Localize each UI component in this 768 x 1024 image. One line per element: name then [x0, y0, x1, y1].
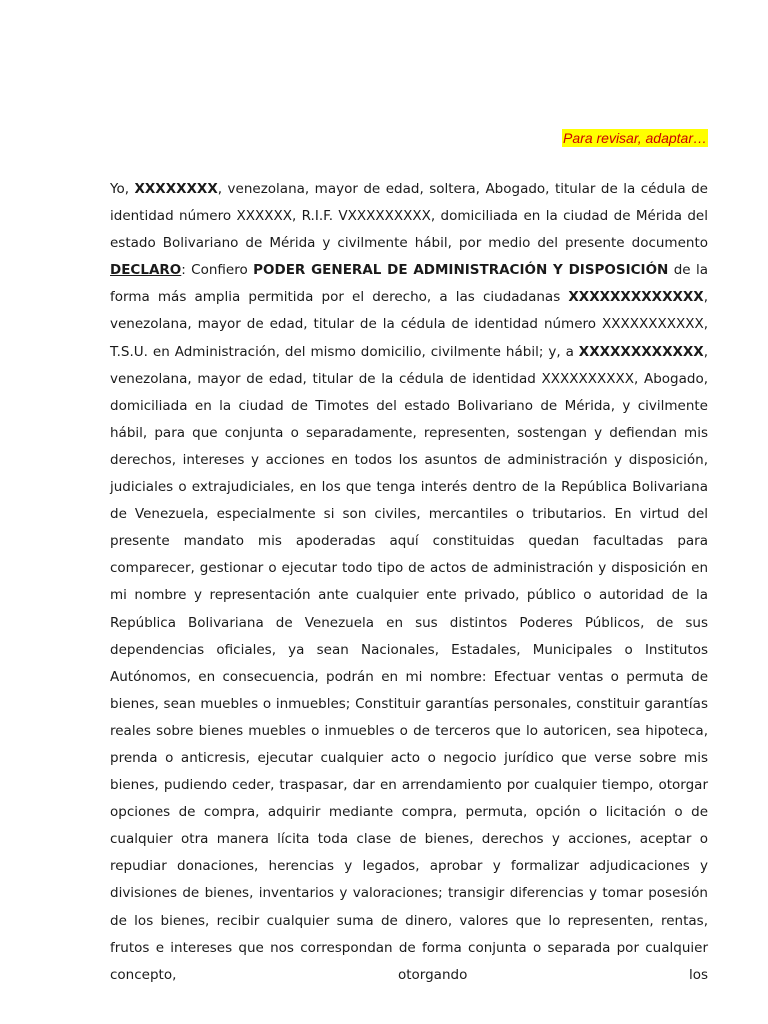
text-segment: Yo, [110, 181, 135, 197]
grantor-name: XXXXXXXX [134, 181, 218, 197]
power-type: PODER GENERAL DE ADMINISTRACIÓN Y DISPOSICIÓN [253, 262, 669, 279]
text-segment: , venezolana, mayor de edad, titular de la cédula de identidad XXXXXXXXXX, Abogado, domiciliada en la ciudad de Timotes del estado Bolivariano de Mérida, y civilmente hábil, para que conjunta o separadamente, representen, sostengan y defiendan mis derechos, intereses y acciones en todos los asuntos de administración y disposición, judiciales o extrajudiciales, en los que tenga interés dentro de la República Bolivariana de Venezuela, especialmente si son civiles, mercantiles o tributarios. En virtud del presente mandato mis apoderadas aquí constituidas quedan facultadas para comparecer, gestionar o ejecutar todo tipo de actos de administración y disposición en mi nombre y representación ante cualquier ente privado, público o autoridad de la República Bolivariana de Venezuela en sus distintos Poderes Públicos, de sus dependencias oficiales, ya sean Nacionales, Estadales, Municipales o Institutos Autónomos, en consecuencia, podrán en mi nombre: Efectuar ventas o permuta de bienes, sean muebles o inmuebles; Constituir garantías personales, constituir garantías reales sobre bienes muebles o inmuebles o de terceros que lo autoricen, sea hipoteca, prenda o anticresis, ejecutar cualquier acto o negocio jurídico que verse sobre mis bienes, pudiendo ceder, traspasar, dar en arrendamiento por cualquier tiempo, otorgar opciones de compra, adquirir mediante compra, permuta, opción o licitación o de cualquier otra manera lícita toda clase de bienes, derechos y acciones, aceptar o repudiar donaciones, herencias y legados, aprobar y formalizar adjudicaciones y divisiones de bienes, inventarios y valoraciones; transigir diferencias y tomar posesión de los bienes, recibir cualquier suma de dinero, valores que lo representen, rentas, frutos e intereses que nos correspondan de forma conjunta o separada por cualquier concepto, otorgando los [110, 343, 708, 983]
attorney-1-name: XXXXXXXXXXXXX [568, 289, 704, 306]
declaro-underline: DECLARO [110, 262, 182, 279]
text-segment: : Confiero [181, 262, 254, 279]
text-segment: , venezolana, mayor de edad, titular de la cédula de identidad número XXXXXXXXXXX, T.S.U. en Administración, del mismo domicilio, civilmente hábil; y, a [110, 289, 708, 360]
text-segment: , venezolana, mayor de edad, soltera, Abogado, titular de la cédula de identidad número XXXXXX, R.I.F. VXXXXXXXXX, domiciliada en la ciudad de Mérida del estado Bolivariano de Mérida y civilmente hábil, por medio del presente documento [110, 181, 708, 252]
declaro-keyword [110, 262, 181, 278]
power-of-attorney-paragraph [110, 176, 708, 989]
attorney-2-name: XXXXXXXXXXXX [578, 343, 704, 360]
text-segment: de la forma más amplia permitida por el derecho, a las ciudadanas [110, 262, 708, 306]
review-note: Para revisar, adaptar… [563, 130, 707, 146]
